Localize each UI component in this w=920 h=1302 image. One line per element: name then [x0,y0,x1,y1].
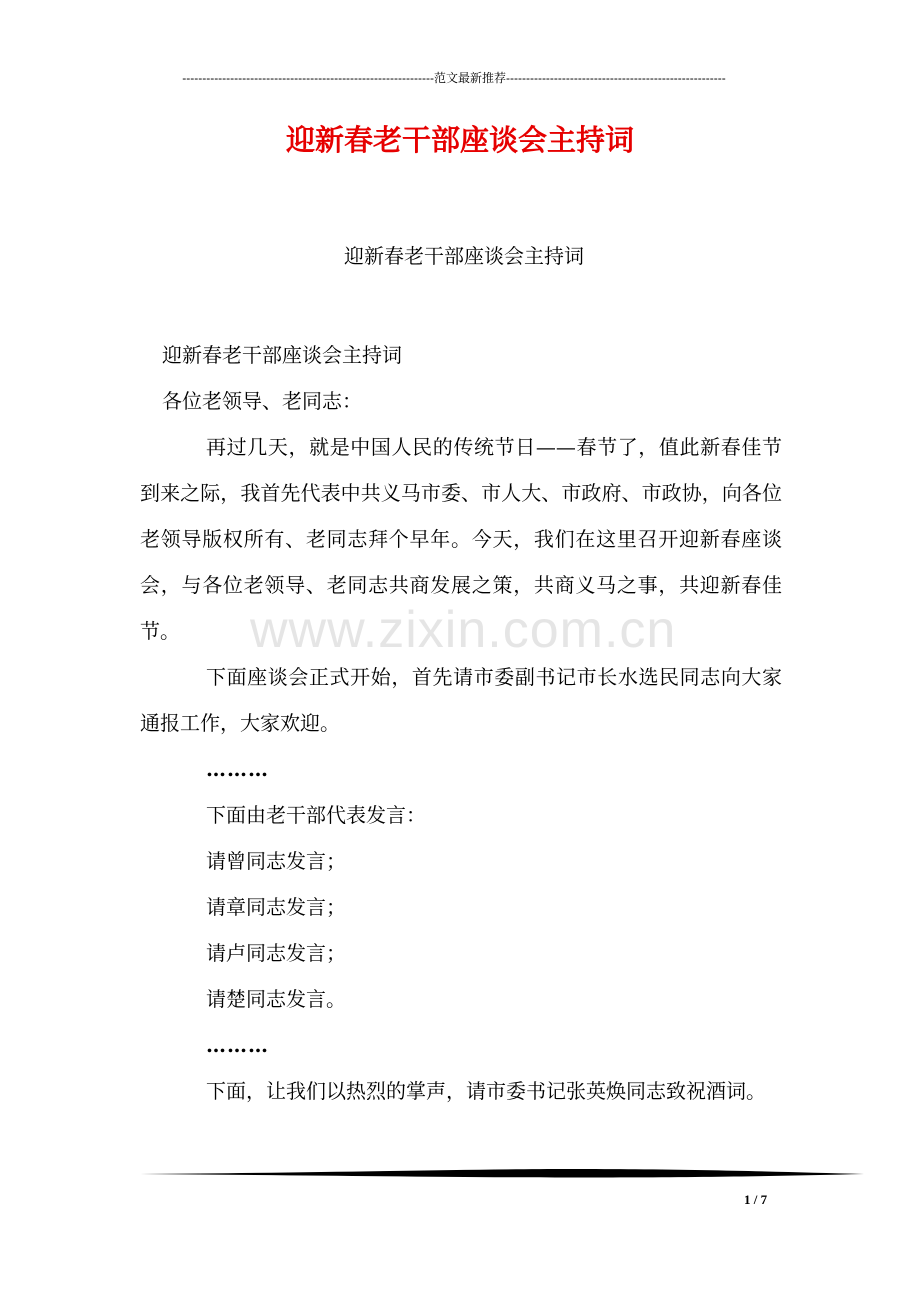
paragraph-start: 下面座谈会正式开始，首先请市委副书记市长水选民同志向大家通报工作，大家欢迎。 [140,665,782,735]
paragraph-salutation: 各位老领导、老同志： [162,389,362,413]
ellipsis-2: ……… [206,1033,269,1057]
paragraph-heading: 迎新春老干部座谈会主持词 [162,343,402,367]
paragraph-speaker-1: 请曾同志发言； [206,849,346,873]
paragraph-speaker-2: 请章同志发言； [206,895,346,919]
paragraph-speaker-4: 请楚同志发言。 [206,987,346,1011]
document-body [140,332,782,1114]
paragraph-toast: 下面，让我们以热烈的掌声，请市委书记张英焕同志致祝酒词。 [206,1079,766,1103]
paragraph-opening: 再过几天，就是中国人民的传统节日——春节了，值此新春佳节到来之际，我首先代表中共义马市委、市人大、市政府、市政协，向各位老领导版权所有、老同志拜个早年。今天，我们在这里召开迎新春座谈会，与各位老领导、老同志共商发展之策，共商义马之事，共迎新春佳节。 [140,435,782,643]
paragraph-speakers-intro: 下面由老干部代表发言： [206,803,426,827]
watermark: www.zixin.com.cn [250,601,677,659]
paragraph-speaker-3: 请卢同志发言； [206,941,346,965]
ellipsis-1: ……… [206,757,269,781]
header-rule: ---------------------------------------------------------------范文最新推荐------------------------------------------------------- [182,71,726,85]
document-subtitle: 迎新春老干部座谈会主持词 [344,244,584,268]
document-title: 迎新春老干部座谈会主持词 [285,123,634,157]
page-number: 1 / 7 [744,1192,768,1207]
footer-divider [140,1165,864,1185]
